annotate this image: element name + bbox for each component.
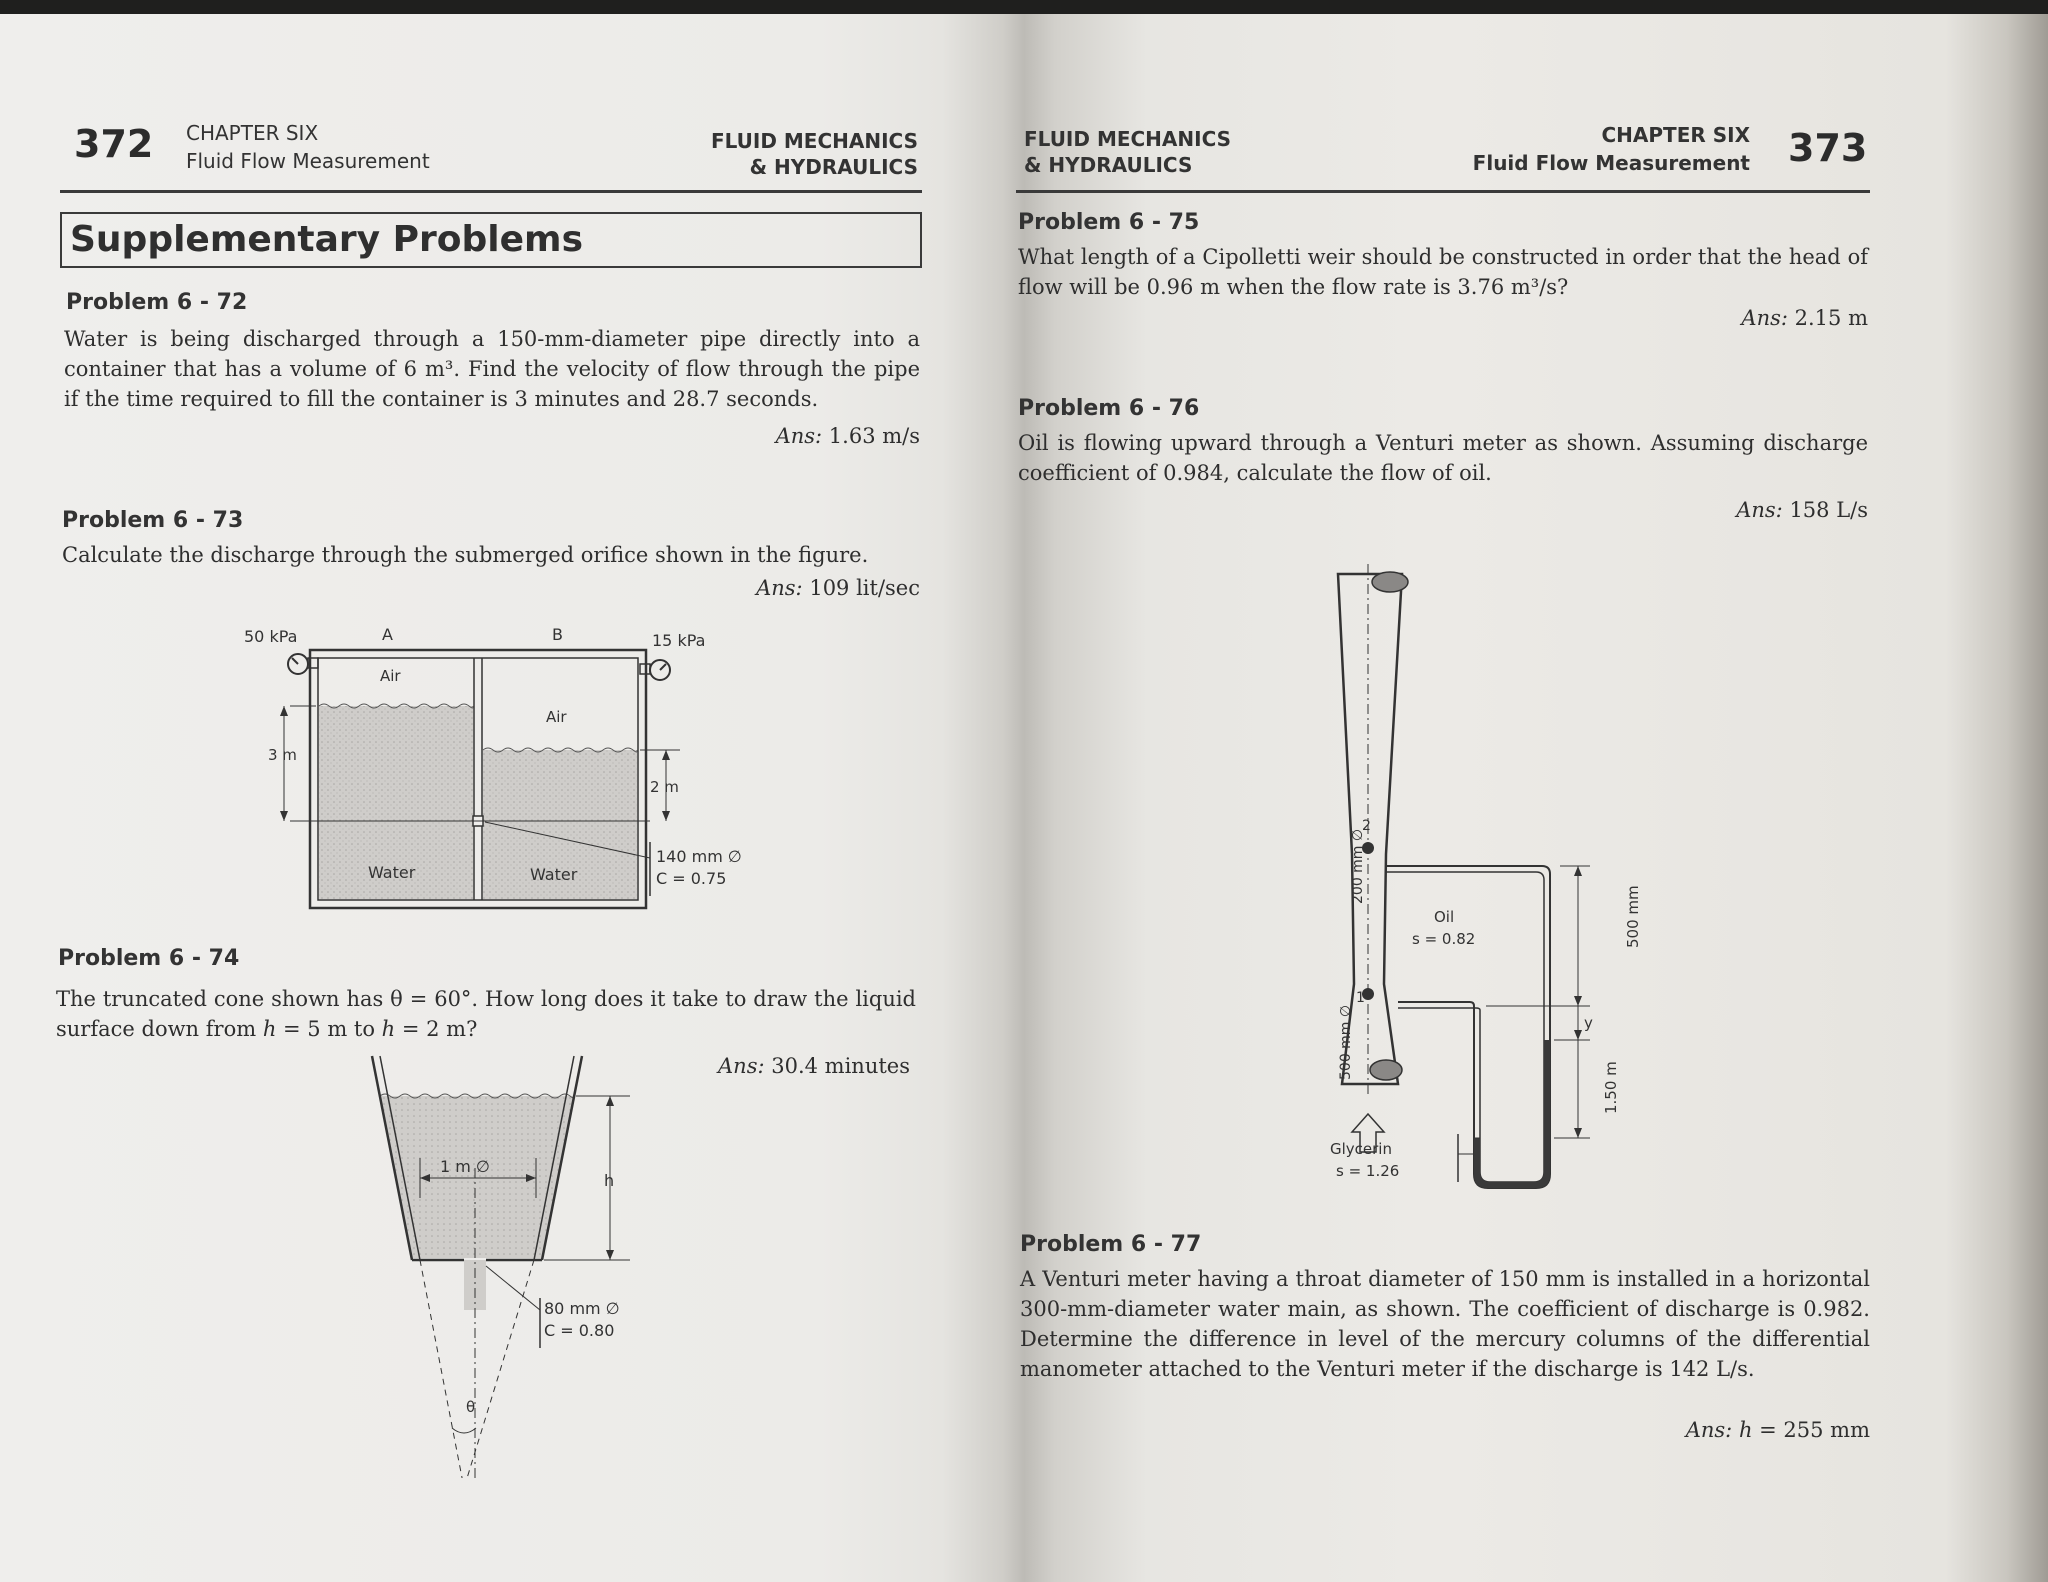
problem-text-part: = 2 m? xyxy=(395,1017,478,1041)
point-2-label: 2 xyxy=(1362,818,1371,834)
book-title-line1: FLUID MECHANICS xyxy=(710,129,918,153)
glycerin-sg: s = 1.26 xyxy=(1336,1162,1400,1180)
air-a-label: Air xyxy=(380,667,401,685)
h-label: h xyxy=(604,1171,615,1190)
pressure-right-label: 15 kPa xyxy=(652,631,706,650)
orifice-diameter: 140 mm ∅ xyxy=(656,847,742,866)
tank-a-label: A xyxy=(382,625,393,644)
answer xyxy=(1600,306,1868,330)
answer xyxy=(640,576,920,600)
book-title-line1: FLUID MECHANICS xyxy=(1024,127,1232,151)
page-number: 373 xyxy=(1788,126,1868,170)
answer-label: Ans: xyxy=(1736,498,1783,522)
inlet-diameter: 500 mm ∅ xyxy=(1338,1004,1354,1080)
answer xyxy=(1580,1418,1870,1442)
answer-label: Ans: xyxy=(756,576,803,600)
throat-diameter: 200 mm ∅ xyxy=(1350,828,1366,904)
problem-text: A Venturi meter having a throat diameter of 150 mm is installed in a horizontal 300-mm-diameter water main, as shown. The coefficient of discharge is 0.982. Determine the difference in level of the mercury columns of the differential manometer attached to the Venturi meter if the discharge is 142 L/s. xyxy=(1020,1267,1870,1381)
water-b-label: Water xyxy=(530,865,578,884)
orifice-coefficient: C = 0.80 xyxy=(544,1321,615,1340)
oil-sg: s = 0.82 xyxy=(1412,930,1476,948)
book-title-line2: & HYDRAULICS xyxy=(1024,153,1193,177)
dim-y: y xyxy=(1584,1014,1593,1032)
answer-label: Ans: xyxy=(1685,1418,1733,1442)
problem-text: Oil is flowing upward through a Venturi meter as shown. Assuming discharge coefficient of 0.984, calculate the flow of oil. xyxy=(1018,431,1868,485)
air-b-label: Air xyxy=(546,708,567,726)
tank-b-label: B xyxy=(552,625,563,644)
right-page xyxy=(980,14,1990,1582)
var-h: h xyxy=(381,1017,396,1041)
answer-value: = 255 mm xyxy=(1752,1418,1870,1442)
top-diameter: 1 m ∅ xyxy=(440,1157,490,1176)
problem-title: Problem 6 - 72 xyxy=(66,290,248,315)
problem-title: Problem 6 - 73 xyxy=(62,508,244,533)
book-spread xyxy=(0,14,2048,1582)
problem-title: Problem 6 - 75 xyxy=(1018,210,1200,235)
chapter-label: CHAPTER SIX xyxy=(1601,123,1750,147)
problem-text: Calculate the discharge through the submerged orifice shown in the figure. xyxy=(62,543,869,567)
dim-3m: 3 m xyxy=(268,746,297,764)
answer-value: 158 L/s xyxy=(1789,498,1868,522)
left-page xyxy=(0,14,975,1582)
problem-text-part: The truncated cone shown has θ = 60°. How long does it take to draw the liquid surface down from xyxy=(56,987,916,1041)
truncated-cone-figure xyxy=(340,1048,660,1478)
orifice-coefficient: C = 0.75 xyxy=(656,869,727,888)
problem-text: Water is being discharged through a 150-mm-diameter pipe directly into a container that has a volume of 6 m³. Find the velocity of flow through the pipe if the time required to fill the container is 3 minutes and 28.7 seconds. xyxy=(64,327,920,411)
answer-value: 2.15 m xyxy=(1794,306,1868,330)
oil-label: Oil xyxy=(1434,908,1455,926)
chapter-label: CHAPTER SIX xyxy=(186,121,319,145)
section-title: Supplementary Problems xyxy=(60,212,922,268)
venturi-meter-figure xyxy=(1310,554,1670,1194)
dim-500mm: 500 mm xyxy=(1624,885,1642,948)
dim-2m: 2 m xyxy=(650,778,679,796)
answer-value: 30.4 minutes xyxy=(771,1054,910,1078)
theta-label: θ xyxy=(466,1398,476,1416)
page-number: 372 xyxy=(74,122,154,166)
problem-title: Problem 6 - 74 xyxy=(58,946,240,971)
problem-title: Problem 6 - 77 xyxy=(1020,1232,1202,1257)
pressure-left-label: 50 kPa xyxy=(244,627,298,646)
orifice-tank-figure xyxy=(230,614,790,924)
answer-label: Ans: xyxy=(1741,306,1788,330)
glycerin-label: Glycerin xyxy=(1330,1140,1392,1158)
header-rule xyxy=(1016,190,1870,193)
answer-label: Ans: xyxy=(775,424,823,448)
problem-text-part: = 5 m to xyxy=(276,1017,382,1041)
answer xyxy=(700,424,920,448)
chapter-title: Fluid Flow Measurement xyxy=(186,149,430,173)
answer-var-h: h xyxy=(1738,1418,1753,1442)
point-1-label: 1 xyxy=(1356,990,1365,1006)
problem-text xyxy=(56,984,916,1044)
answer xyxy=(640,1054,910,1078)
book-title-line2: & HYDRAULICS xyxy=(749,155,918,179)
orifice-diameter: 80 mm ∅ xyxy=(544,1299,620,1318)
var-h: h xyxy=(262,1017,277,1041)
problem-text: What length of a Cipolletti weir should be constructed in order that the head of flow will be 0.96 m when the flow rate is 3.76 m³/s? xyxy=(1018,245,1868,299)
answer-value: 109 lit/sec xyxy=(809,576,920,600)
problem-title: Problem 6 - 76 xyxy=(1018,396,1200,421)
header-rule xyxy=(60,190,922,193)
chapter-title: Fluid Flow Measurement xyxy=(1472,151,1750,175)
dim-1-50m: 1.50 m xyxy=(1602,1061,1620,1114)
answer-value: 1.63 m/s xyxy=(828,424,920,448)
water-a-label: Water xyxy=(368,863,416,882)
answer xyxy=(1600,498,1868,522)
answer-label: Ans: xyxy=(718,1054,765,1078)
